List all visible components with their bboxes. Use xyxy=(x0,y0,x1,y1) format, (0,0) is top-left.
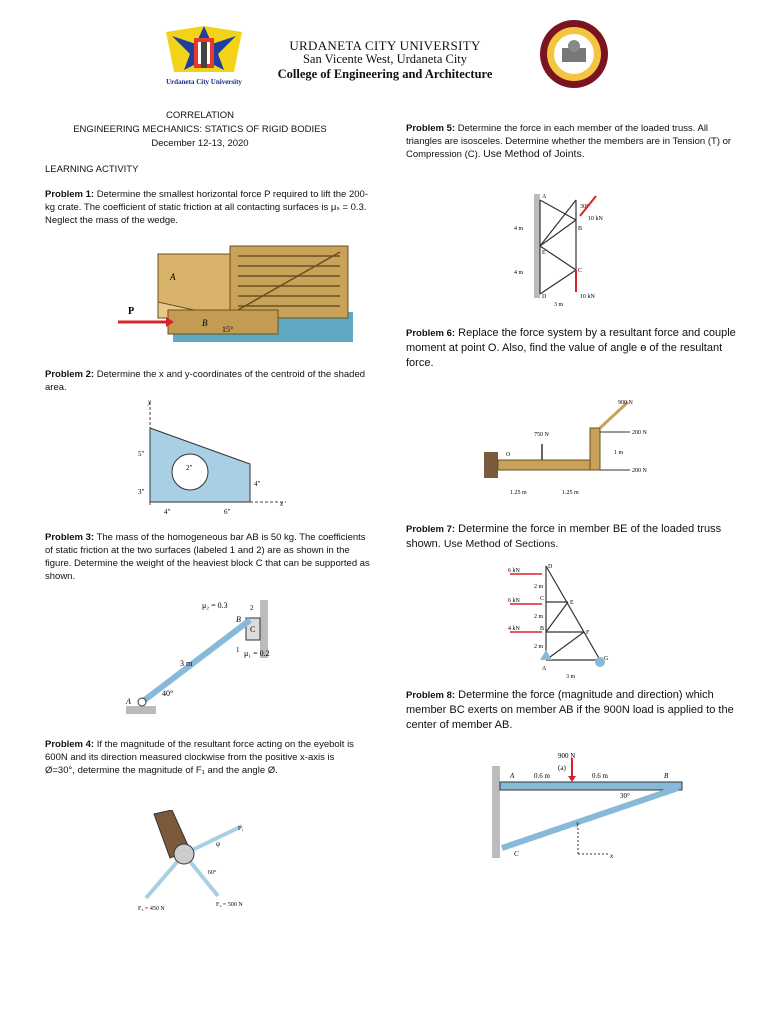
fig8-l2: 0.6 m xyxy=(592,772,608,780)
university-logo xyxy=(164,22,244,90)
fig8-l1: 0.6 m xyxy=(534,772,550,780)
figure-5 xyxy=(510,190,620,315)
figure-2 xyxy=(128,398,298,525)
fig4-f3: F₃ = 450 N xyxy=(138,906,165,912)
problem-5-label: Problem 5: xyxy=(406,123,456,134)
fig6-h: 1 m xyxy=(614,450,624,456)
problem-6-text: Replace the force system by a resultant force and couple moment at point O. Also, find the value of angle ɵ of the resultant force. xyxy=(406,327,736,369)
university-address: San Vicente West, Urdaneta City xyxy=(302,52,468,66)
fig2-d2: 2" xyxy=(186,464,193,472)
problem-6-label: Problem 6: xyxy=(406,328,456,339)
fig2-x: x xyxy=(280,500,284,508)
college-seal xyxy=(538,18,610,90)
problem-1 xyxy=(45,188,370,227)
fig4-f1: F₁ xyxy=(238,826,244,832)
problem-4 xyxy=(45,738,365,777)
fig7-f: F xyxy=(586,630,590,636)
fig6-o: O xyxy=(506,452,511,458)
college-name: College of Engineering and Architecture xyxy=(277,67,493,81)
fig7-a: A xyxy=(542,666,547,672)
problem-7 xyxy=(406,522,736,552)
fig7-b: B xyxy=(540,626,545,632)
fig2-y: y xyxy=(148,398,152,406)
fig6-f200a: 200 N xyxy=(632,430,647,436)
fig2-d4h: 4" xyxy=(164,508,171,516)
fig6-l1: 1.25 m xyxy=(510,490,527,496)
fig8-y: y xyxy=(576,820,580,828)
fig3-mu2: μ₂ = 0.3 xyxy=(202,601,228,610)
fig6-f200b: 200 N xyxy=(632,468,647,474)
fig6-f750: 750 N xyxy=(534,432,549,438)
fig4-phi: φ xyxy=(216,840,221,848)
fig7-c: C xyxy=(540,596,545,602)
problem-7-text: Determine the force in member BE of the loaded truss shown. xyxy=(406,523,722,550)
problem-8 xyxy=(406,688,736,733)
fig5-d: D xyxy=(542,294,547,300)
problem-1-label: Problem 1: xyxy=(45,189,95,200)
fig3-b: B xyxy=(236,615,241,624)
fig7-g: G xyxy=(604,656,609,662)
figure-6 xyxy=(484,394,664,509)
fig8-x: x xyxy=(610,852,614,860)
figure-3 xyxy=(122,596,282,723)
problem-5-method: Use Method of Joints. xyxy=(483,148,585,160)
problem-2 xyxy=(45,368,370,394)
fig5-h1: 4 m xyxy=(514,226,524,232)
problem-8-label: Problem 8: xyxy=(406,690,456,701)
fig3-one: 1 xyxy=(236,646,240,654)
fig8-load: 900 N xyxy=(558,752,576,760)
fig3-angle: 40° xyxy=(162,689,174,698)
figure-7 xyxy=(506,562,618,689)
fig8-a: (a) xyxy=(558,764,566,772)
problem-5-text: Determine the force in each member of the loaded truss. All triangles are isosceles. Determine whether the members are in Tension (T) or Compression (C). xyxy=(406,123,732,160)
fig5-b: B xyxy=(578,226,583,232)
problem-2-label: Problem 2: xyxy=(45,369,95,380)
fig6-l2: 1.25 m xyxy=(562,490,579,496)
fig7-f2: 6 kN xyxy=(508,598,520,604)
fig8-ang: 30° xyxy=(620,792,630,800)
fig2-d4v: 4" xyxy=(254,480,261,488)
fig5-load2: 10 kN xyxy=(580,294,595,300)
fig1-a: A xyxy=(170,272,176,282)
fig5-h2: 4 m xyxy=(514,270,524,276)
doc-subject: ENGINEERING MECHANICS: STATICS OF RIGID BODIES xyxy=(73,124,327,135)
problem-3-label: Problem 3: xyxy=(45,532,95,543)
fig7-w: 3 m xyxy=(566,674,576,680)
problem-3-text: The mass of the homogeneous bar AB is 50 kg. The coefficients of static friction at the two surfaces (labeled 1 and 2) are as shown in the figure. Determine the weight of the heaviest block C that can be supported as shown. xyxy=(45,532,370,582)
fig2-d3: 3" xyxy=(138,488,145,496)
fig5-ang: 30° xyxy=(580,204,589,210)
fig5-w: 3 m xyxy=(554,302,564,308)
problem-5 xyxy=(406,122,734,161)
doc-title: CORRELATION xyxy=(166,110,234,121)
fig7-e: E xyxy=(570,600,574,606)
figure-8 xyxy=(488,748,688,865)
fig6-f900: 900 N xyxy=(618,400,633,406)
section-label: LEARNING ACTIVITY xyxy=(45,164,139,175)
fig4-f2: F₂ = 500 N xyxy=(216,902,243,908)
problem-6 xyxy=(406,326,736,371)
figure-1 xyxy=(118,244,358,354)
fig5-load1: 10 kN xyxy=(588,216,603,222)
fig8-pt-b: B xyxy=(664,772,669,780)
doc-date: December 12-13, 2020 xyxy=(151,138,249,149)
fig5-a: A xyxy=(542,194,547,200)
fig3-mu1: μ₁ = 0.2 xyxy=(244,649,270,658)
fig1-angle: 15° xyxy=(222,325,234,334)
problem-2-text: Determine the x and y-coordinates of the centroid of the shaded area. xyxy=(45,369,366,393)
figure-4 xyxy=(130,810,260,919)
fig3-len: 3 m xyxy=(180,659,193,668)
logo-caption: Urdaneta City University xyxy=(166,78,242,86)
fig8-pt-a: A xyxy=(510,772,515,780)
problem-4-text: If the magnitude of the resultant force acting on the eyebolt is 600N and its direction measured clockwise from the positive x-axis is Ø=30°, determine the magnitude of F₁ and the angle Ø. xyxy=(45,739,354,776)
fig5-e: E xyxy=(542,250,546,256)
university-name: URDANETA CITY UNIVERSITY xyxy=(289,38,481,53)
problem-1-text: Determine the smallest horizontal force P required to lift the 200-kg crate. The coefficient of static friction at all contacting surfaces is μₛ = 0.3. Neglect the mass of the wedge. xyxy=(45,189,368,226)
problem-7-label: Problem 7: xyxy=(406,524,456,535)
fig1-p: P xyxy=(128,306,135,317)
fig7-f3: 4 kN xyxy=(508,626,520,632)
fig3-c: C xyxy=(250,625,256,634)
problem-8-text: Determine the force (magnitude and direction) which member BC exerts on member AB if the 900N load is applied to the center of member AB. xyxy=(406,689,734,731)
fig7-s3: 2 m xyxy=(534,644,544,650)
fig8-pt-c: C xyxy=(514,850,519,858)
problem-7-method: Use Method of Sections. xyxy=(443,538,559,550)
fig2-d5: 5" xyxy=(138,450,145,458)
problem-4-label: Problem 4: xyxy=(45,739,95,750)
fig7-f1: 6 kN xyxy=(508,568,520,574)
fig7-d: D xyxy=(548,564,553,570)
fig7-s2: 2 m xyxy=(534,614,544,620)
fig3-two: 2 xyxy=(250,604,254,612)
fig2-d6: 6" xyxy=(224,508,231,516)
fig3-a: A xyxy=(126,697,131,706)
fig5-c: C xyxy=(578,268,583,274)
problem-3 xyxy=(45,531,370,583)
fig1-b: B xyxy=(202,318,208,328)
fig4-ang: 60° xyxy=(208,870,217,876)
fig7-s1: 2 m xyxy=(534,584,544,590)
